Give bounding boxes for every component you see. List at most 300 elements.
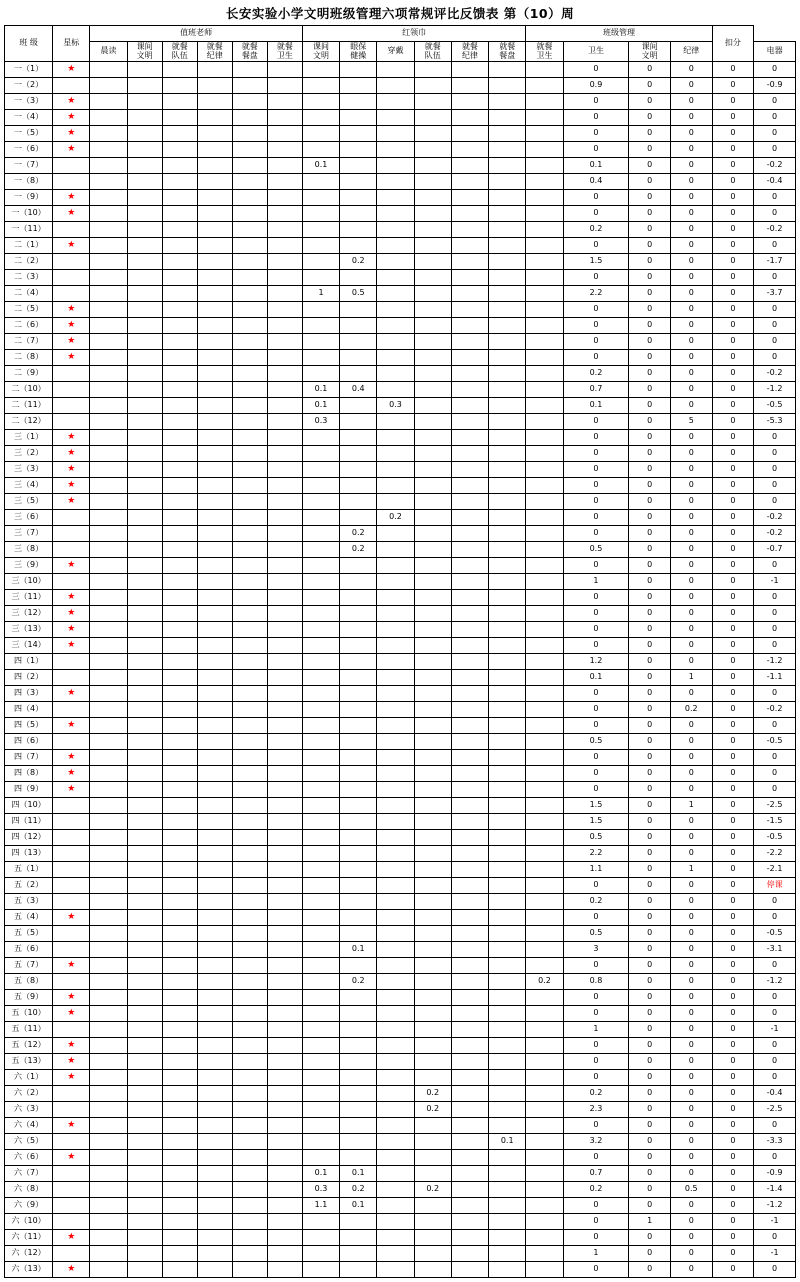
cell-m2: 0 xyxy=(629,926,671,942)
cell-star xyxy=(53,382,90,398)
cell-h3 xyxy=(377,1070,414,1086)
cell-m3: 0 xyxy=(670,1118,712,1134)
cell-h7 xyxy=(526,894,563,910)
cell-score: 0 xyxy=(754,1262,796,1278)
cell-star xyxy=(53,1038,90,1054)
cell-d6 xyxy=(267,478,302,494)
cell-h4 xyxy=(414,718,451,734)
cell-class: 六（6） xyxy=(5,1150,53,1166)
cell-d5 xyxy=(232,750,267,766)
cell-h2: 0.1 xyxy=(340,1166,377,1182)
cell-m2: 0 xyxy=(629,238,671,254)
cell-h3 xyxy=(377,526,414,542)
cell-m2: 0 xyxy=(629,862,671,878)
cell-star xyxy=(53,334,90,350)
header-group: 值班老师 xyxy=(90,26,302,42)
cell-class: 一（1） xyxy=(5,62,53,78)
cell-h5 xyxy=(451,302,488,318)
cell-d6 xyxy=(267,526,302,542)
cell-d4 xyxy=(197,1230,232,1246)
cell-d4 xyxy=(197,190,232,206)
cell-m3: 0 xyxy=(670,382,712,398)
cell-star xyxy=(53,1246,90,1262)
cell-h1 xyxy=(302,126,339,142)
cell-d3 xyxy=(162,270,197,286)
cell-d4 xyxy=(197,462,232,478)
cell-score: 0 xyxy=(754,190,796,206)
cell-h7 xyxy=(526,590,563,606)
cell-m3: 0 xyxy=(670,286,712,302)
cell-h7 xyxy=(526,1054,563,1070)
cell-d1 xyxy=(90,1246,127,1262)
cell-h6 xyxy=(489,1102,526,1118)
cell-m2: 1 xyxy=(629,1214,671,1230)
cell-class: 一（10） xyxy=(5,206,53,222)
star-icon: ★ xyxy=(67,320,76,330)
cell-m3: 0 xyxy=(670,558,712,574)
cell-score: -1 xyxy=(754,574,796,590)
cell-h6 xyxy=(489,270,526,286)
cell-d3 xyxy=(162,1038,197,1054)
cell-d2 xyxy=(127,206,162,222)
cell-m3: 0 xyxy=(670,142,712,158)
star-icon: ★ xyxy=(67,448,76,458)
cell-h6 xyxy=(489,1214,526,1230)
cell-d3 xyxy=(162,158,197,174)
cell-m3: 0 xyxy=(670,718,712,734)
cell-h3 xyxy=(377,1166,414,1182)
cell-h5 xyxy=(451,1038,488,1054)
cell-m3: 0 xyxy=(670,1230,712,1246)
cell-m2: 0 xyxy=(629,110,671,126)
cell-h6 xyxy=(489,1118,526,1134)
cell-m2: 0 xyxy=(629,734,671,750)
cell-d2 xyxy=(127,270,162,286)
cell-d3 xyxy=(162,942,197,958)
cell-h4 xyxy=(414,478,451,494)
cell-d5 xyxy=(232,1054,267,1070)
cell-d5 xyxy=(232,830,267,846)
cell-d2 xyxy=(127,1006,162,1022)
cell-d5 xyxy=(232,222,267,238)
cell-h1 xyxy=(302,1054,339,1070)
cell-d3 xyxy=(162,462,197,478)
cell-h7 xyxy=(526,1262,563,1278)
cell-h7 xyxy=(526,414,563,430)
cell-d2 xyxy=(127,398,162,414)
cell-d1 xyxy=(90,846,127,862)
cell-class: 三（9） xyxy=(5,558,53,574)
cell-class: 一（6） xyxy=(5,142,53,158)
header-d1: 晨读 xyxy=(90,42,127,62)
cell-m1: 0 xyxy=(563,350,629,366)
cell-d5 xyxy=(232,382,267,398)
cell-h2 xyxy=(340,510,377,526)
cell-d5 xyxy=(232,1246,267,1262)
cell-d4 xyxy=(197,1038,232,1054)
cell-d1 xyxy=(90,1038,127,1054)
cell-h1 xyxy=(302,958,339,974)
cell-d2 xyxy=(127,878,162,894)
cell-star xyxy=(53,590,90,606)
cell-d4 xyxy=(197,974,232,990)
cell-d4 xyxy=(197,158,232,174)
cell-d6 xyxy=(267,622,302,638)
table-row xyxy=(5,190,796,206)
cell-star xyxy=(53,574,90,590)
cell-h2 xyxy=(340,318,377,334)
cell-d6 xyxy=(267,158,302,174)
cell-d5 xyxy=(232,782,267,798)
cell-h7 xyxy=(526,1070,563,1086)
cell-d6 xyxy=(267,862,302,878)
cell-d4 xyxy=(197,446,232,462)
cell-m4: 0 xyxy=(712,782,754,798)
cell-d4 xyxy=(197,1086,232,1102)
cell-h5 xyxy=(451,654,488,670)
cell-class: 三（8） xyxy=(5,542,53,558)
cell-m3: 0 xyxy=(670,782,712,798)
cell-m2: 0 xyxy=(629,1166,671,1182)
cell-class: 三（11） xyxy=(5,590,53,606)
cell-m2: 0 xyxy=(629,990,671,1006)
cell-d6 xyxy=(267,638,302,654)
cell-d1 xyxy=(90,1070,127,1086)
cell-d2 xyxy=(127,638,162,654)
cell-h1 xyxy=(302,606,339,622)
cell-h2: 0.5 xyxy=(340,286,377,302)
cell-h3 xyxy=(377,638,414,654)
cell-class: 二（9） xyxy=(5,366,53,382)
cell-m3: 0 xyxy=(670,494,712,510)
cell-m4: 0 xyxy=(712,334,754,350)
table-row xyxy=(5,814,796,830)
cell-score: -3.1 xyxy=(754,942,796,958)
cell-h7 xyxy=(526,846,563,862)
star-icon: ★ xyxy=(67,352,76,362)
cell-h2 xyxy=(340,910,377,926)
cell-h6 xyxy=(489,830,526,846)
cell-h1: 0.1 xyxy=(302,158,339,174)
cell-d5 xyxy=(232,862,267,878)
cell-d3 xyxy=(162,798,197,814)
cell-d4 xyxy=(197,270,232,286)
cell-d5 xyxy=(232,350,267,366)
cell-d4 xyxy=(197,654,232,670)
cell-h3 xyxy=(377,654,414,670)
cell-d6 xyxy=(267,126,302,142)
cell-h7 xyxy=(526,750,563,766)
cell-d1 xyxy=(90,110,127,126)
cell-h7 xyxy=(526,78,563,94)
cell-m2: 0 xyxy=(629,1006,671,1022)
cell-m2: 0 xyxy=(629,1262,671,1278)
cell-h6 xyxy=(489,702,526,718)
cell-d1 xyxy=(90,558,127,574)
cell-d1 xyxy=(90,350,127,366)
cell-h2 xyxy=(340,1054,377,1070)
cell-d2 xyxy=(127,334,162,350)
cell-d1 xyxy=(90,862,127,878)
cell-h2: 0.1 xyxy=(340,942,377,958)
cell-d6 xyxy=(267,222,302,238)
cell-h5 xyxy=(451,542,488,558)
cell-h1 xyxy=(302,238,339,254)
cell-h5 xyxy=(451,942,488,958)
cell-h6 xyxy=(489,1246,526,1262)
cell-m2: 0 xyxy=(629,94,671,110)
cell-d6 xyxy=(267,1166,302,1182)
cell-score: 0 xyxy=(754,110,796,126)
cell-d5 xyxy=(232,94,267,110)
cell-d6 xyxy=(267,78,302,94)
cell-m1: 0 xyxy=(563,590,629,606)
cell-m1: 0.2 xyxy=(563,222,629,238)
cell-score: -1.4 xyxy=(754,1182,796,1198)
table-row xyxy=(5,334,796,350)
cell-d1 xyxy=(90,830,127,846)
cell-d4 xyxy=(197,862,232,878)
cell-h5 xyxy=(451,670,488,686)
cell-h7 xyxy=(526,190,563,206)
cell-d2 xyxy=(127,958,162,974)
cell-d5 xyxy=(232,206,267,222)
cell-d3 xyxy=(162,366,197,382)
cell-d5 xyxy=(232,142,267,158)
cell-m2: 0 xyxy=(629,366,671,382)
cell-m4: 0 xyxy=(712,846,754,862)
cell-h6 xyxy=(489,398,526,414)
cell-h7 xyxy=(526,494,563,510)
cell-d4 xyxy=(197,606,232,622)
cell-h7 xyxy=(526,286,563,302)
cell-m3: 0 xyxy=(670,814,712,830)
cell-d1 xyxy=(90,686,127,702)
cell-d4 xyxy=(197,702,232,718)
cell-d3 xyxy=(162,206,197,222)
cell-d1 xyxy=(90,158,127,174)
cell-d6 xyxy=(267,1054,302,1070)
cell-d4 xyxy=(197,526,232,542)
cell-d4 xyxy=(197,222,232,238)
star-icon: ★ xyxy=(67,1072,76,1082)
cell-h5 xyxy=(451,510,488,526)
cell-d3 xyxy=(162,910,197,926)
cell-m1: 0.2 xyxy=(563,1086,629,1102)
cell-h5 xyxy=(451,1070,488,1086)
cell-h7 xyxy=(526,1102,563,1118)
cell-star xyxy=(53,318,90,334)
cell-h6 xyxy=(489,142,526,158)
cell-d4 xyxy=(197,1054,232,1070)
table-row xyxy=(5,830,796,846)
cell-m1: 0 xyxy=(563,1038,629,1054)
cell-score: 0 xyxy=(754,1150,796,1166)
cell-d6 xyxy=(267,846,302,862)
cell-score: 0 xyxy=(754,142,796,158)
cell-h1 xyxy=(302,1086,339,1102)
cell-d3 xyxy=(162,1166,197,1182)
cell-m3: 0 xyxy=(670,734,712,750)
cell-h7 xyxy=(526,1182,563,1198)
cell-m3: 0 xyxy=(670,1134,712,1150)
table-body xyxy=(5,62,796,1278)
cell-m2: 0 xyxy=(629,606,671,622)
cell-d6 xyxy=(267,542,302,558)
cell-class: 三（10） xyxy=(5,574,53,590)
table-row xyxy=(5,862,796,878)
cell-d3 xyxy=(162,1182,197,1198)
cell-m3: 1 xyxy=(670,862,712,878)
cell-h4 xyxy=(414,78,451,94)
cell-d2 xyxy=(127,606,162,622)
cell-m1: 2.3 xyxy=(563,1102,629,1118)
cell-h1: 0.3 xyxy=(302,414,339,430)
cell-m3: 0 xyxy=(670,110,712,126)
cell-m3: 0 xyxy=(670,222,712,238)
cell-h3 xyxy=(377,494,414,510)
cell-m1: 0.9 xyxy=(563,78,629,94)
header-class: 班 级 xyxy=(5,26,53,62)
cell-m4: 0 xyxy=(712,1230,754,1246)
cell-d1 xyxy=(90,814,127,830)
cell-m1: 0 xyxy=(563,958,629,974)
cell-h1 xyxy=(302,62,339,78)
cell-score: -0.2 xyxy=(754,702,796,718)
cell-h4 xyxy=(414,622,451,638)
cell-class: 六（13） xyxy=(5,1262,53,1278)
cell-d2 xyxy=(127,542,162,558)
cell-h4 xyxy=(414,974,451,990)
cell-h4 xyxy=(414,222,451,238)
cell-h1 xyxy=(302,270,339,286)
cell-star xyxy=(53,542,90,558)
table-row xyxy=(5,1246,796,1262)
cell-m4: 0 xyxy=(712,670,754,686)
cell-h2 xyxy=(340,926,377,942)
cell-h4 xyxy=(414,910,451,926)
cell-h2 xyxy=(340,878,377,894)
cell-d6 xyxy=(267,510,302,526)
cell-m1: 0 xyxy=(563,686,629,702)
header-d3: 就餐 队伍 xyxy=(162,42,197,62)
cell-d2 xyxy=(127,1182,162,1198)
cell-h7 xyxy=(526,94,563,110)
cell-star xyxy=(53,1230,90,1246)
cell-h7 xyxy=(526,1214,563,1230)
cell-h1 xyxy=(302,462,339,478)
cell-d5 xyxy=(232,974,267,990)
table-row xyxy=(5,398,796,414)
cell-class: 六（12） xyxy=(5,1246,53,1262)
cell-h5 xyxy=(451,574,488,590)
cell-h2 xyxy=(340,1134,377,1150)
cell-m4: 0 xyxy=(712,110,754,126)
cell-star xyxy=(53,1054,90,1070)
cell-d3 xyxy=(162,1246,197,1262)
table-row xyxy=(5,446,796,462)
cell-m4: 0 xyxy=(712,654,754,670)
cell-d3 xyxy=(162,1262,197,1278)
cell-d3 xyxy=(162,1134,197,1150)
cell-d2 xyxy=(127,1022,162,1038)
cell-star xyxy=(53,734,90,750)
cell-class: 一（11） xyxy=(5,222,53,238)
cell-h4 xyxy=(414,926,451,942)
cell-d1 xyxy=(90,206,127,222)
cell-m1: 1.1 xyxy=(563,862,629,878)
cell-score: -0.5 xyxy=(754,734,796,750)
cell-d6 xyxy=(267,766,302,782)
cell-star xyxy=(53,158,90,174)
cell-m1: 0 xyxy=(563,702,629,718)
cell-m1: 0.7 xyxy=(563,382,629,398)
cell-d2 xyxy=(127,574,162,590)
cell-star xyxy=(53,190,90,206)
cell-d4 xyxy=(197,382,232,398)
cell-score: -1.2 xyxy=(754,1198,796,1214)
cell-d3 xyxy=(162,958,197,974)
table-row xyxy=(5,670,796,686)
cell-m2: 0 xyxy=(629,446,671,462)
cell-class: 二（6） xyxy=(5,318,53,334)
cell-m3: 0 xyxy=(670,158,712,174)
cell-d5 xyxy=(232,1038,267,1054)
cell-d6 xyxy=(267,174,302,190)
cell-d4 xyxy=(197,398,232,414)
cell-h7 xyxy=(526,350,563,366)
cell-h7 xyxy=(526,798,563,814)
cell-d5 xyxy=(232,414,267,430)
cell-star xyxy=(53,270,90,286)
cell-m1: 0.1 xyxy=(563,670,629,686)
cell-h5 xyxy=(451,926,488,942)
cell-m3: 0 xyxy=(670,1214,712,1230)
cell-star xyxy=(53,238,90,254)
cell-d4 xyxy=(197,542,232,558)
cell-h2 xyxy=(340,750,377,766)
cell-h3 xyxy=(377,574,414,590)
cell-d3 xyxy=(162,670,197,686)
cell-class: 一（3） xyxy=(5,94,53,110)
cell-h4 xyxy=(414,94,451,110)
cell-m2: 0 xyxy=(629,254,671,270)
cell-m2: 0 xyxy=(629,78,671,94)
cell-m4: 0 xyxy=(712,958,754,974)
cell-d1 xyxy=(90,958,127,974)
cell-star xyxy=(53,974,90,990)
cell-d5 xyxy=(232,878,267,894)
table-row xyxy=(5,766,796,782)
cell-d5 xyxy=(232,254,267,270)
cell-h4 xyxy=(414,830,451,846)
cell-m2: 0 xyxy=(629,910,671,926)
cell-d6 xyxy=(267,942,302,958)
cell-d3 xyxy=(162,782,197,798)
cell-m1: 1 xyxy=(563,1022,629,1038)
cell-d2 xyxy=(127,1150,162,1166)
cell-score: -0.2 xyxy=(754,510,796,526)
cell-score: -0.5 xyxy=(754,398,796,414)
header-h6: 就餐 餐盘 xyxy=(489,42,526,62)
star-icon: ★ xyxy=(67,624,76,634)
cell-m4: 0 xyxy=(712,1006,754,1022)
cell-star xyxy=(53,846,90,862)
cell-h2 xyxy=(340,638,377,654)
cell-score: -3.7 xyxy=(754,286,796,302)
cell-h5 xyxy=(451,222,488,238)
cell-h2 xyxy=(340,958,377,974)
